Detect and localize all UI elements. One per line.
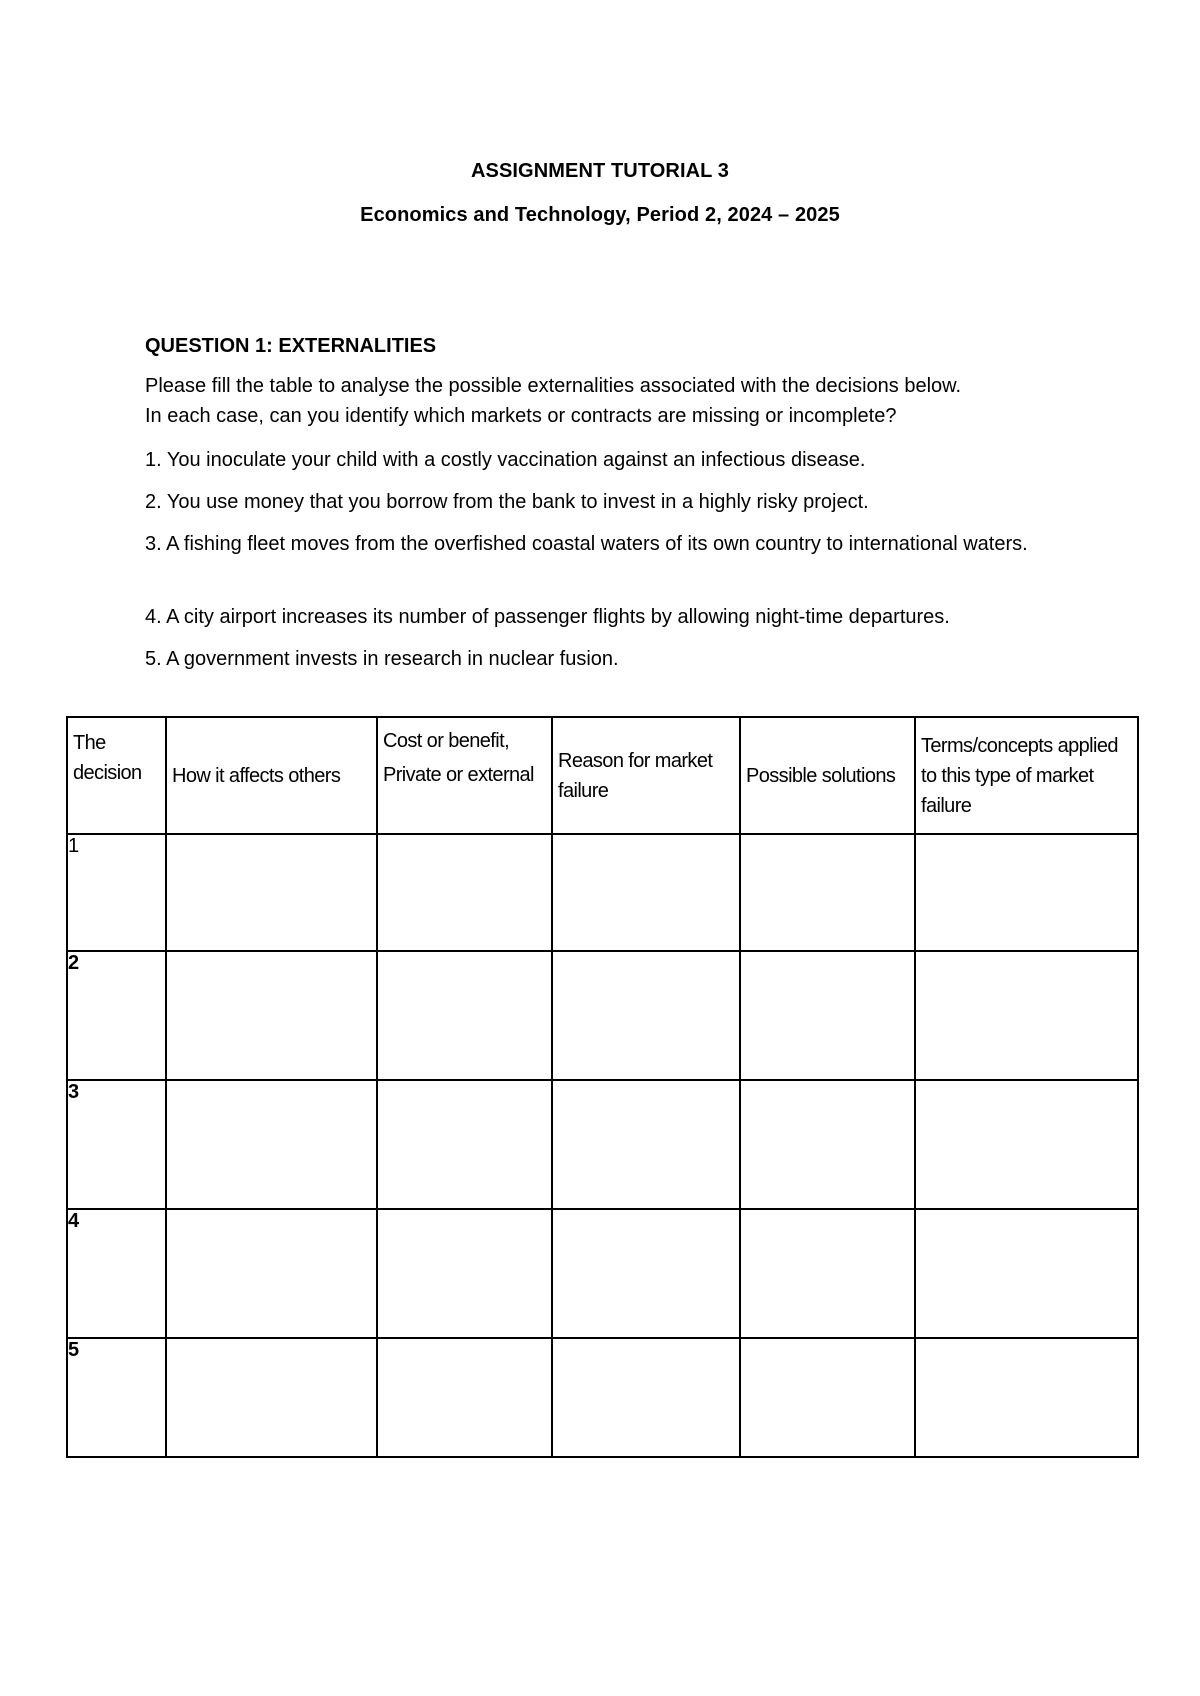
answer-cell[interactable] xyxy=(166,1080,377,1209)
row-number: 3 xyxy=(67,1080,166,1209)
answer-cell[interactable] xyxy=(377,1080,552,1209)
table-row xyxy=(67,834,1138,951)
answer-cell[interactable] xyxy=(740,1209,915,1338)
table-row xyxy=(67,1080,1138,1209)
decision-item-1: 1. You inoculate your child with a costly vaccination against an infectious disease. xyxy=(145,449,866,471)
answer-cell[interactable] xyxy=(915,834,1138,951)
document-subtitle: Economics and Technology, Period 2, 2024 – 2025 xyxy=(360,204,840,226)
decision-item-2: 2. You use money that you borrow from the bank to invest in a highly risky project. xyxy=(145,491,869,513)
header-solutions: Possible solutions xyxy=(740,717,915,834)
answer-cell[interactable] xyxy=(166,951,377,1080)
decision-item-3: 3. A fishing fleet moves from the overfished coastal waters of its own country to international waters. xyxy=(145,533,1028,555)
table-row xyxy=(67,1338,1138,1457)
answer-cell[interactable] xyxy=(740,1338,915,1457)
answer-cell[interactable] xyxy=(915,1338,1138,1457)
answer-cell[interactable] xyxy=(740,1080,915,1209)
decision-item-5: 5. A government invests in research in nuclear fusion. xyxy=(145,648,619,670)
decision-item-4: 4. A city airport increases its number of passenger flights by allowing night-time departures. xyxy=(145,606,950,628)
question-intro xyxy=(145,371,1085,431)
table-row xyxy=(67,951,1138,1080)
answer-cell[interactable] xyxy=(552,1080,740,1209)
answer-cell[interactable] xyxy=(377,951,552,1080)
header-reason: Reason for market failure xyxy=(552,717,740,834)
answer-cell[interactable] xyxy=(915,1080,1138,1209)
answer-cell[interactable] xyxy=(166,834,377,951)
table-header-row xyxy=(67,717,1138,834)
answer-cell[interactable] xyxy=(166,1338,377,1457)
header-affects-others: How it affects others xyxy=(166,717,377,834)
header-terms-concepts: Terms/concepts applied to this type of market failure xyxy=(915,717,1138,834)
header-cost-benefit-line1: Cost or benefit, xyxy=(383,730,510,752)
answer-cell[interactable] xyxy=(166,1209,377,1338)
row-number: 5 xyxy=(67,1338,166,1457)
table-row xyxy=(67,1209,1138,1338)
question-heading: QUESTION 1: EXTERNALITIES xyxy=(145,335,437,357)
externalities-table xyxy=(66,716,1139,1458)
answer-cell[interactable] xyxy=(552,1338,740,1457)
answer-cell[interactable] xyxy=(552,951,740,1080)
answer-cell[interactable] xyxy=(377,1338,552,1457)
intro-line-2: In each case, can you identify which markets or contracts are missing or incomplete? xyxy=(145,405,897,427)
header-decision: The decision xyxy=(67,717,166,834)
answer-cell[interactable] xyxy=(740,951,915,1080)
header-cost-benefit xyxy=(377,717,552,834)
answer-cell[interactable] xyxy=(377,1209,552,1338)
answer-cell[interactable] xyxy=(377,834,552,951)
header-cost-benefit-line2: Private or external xyxy=(383,764,534,786)
answer-cell[interactable] xyxy=(552,834,740,951)
answer-cell[interactable] xyxy=(552,1209,740,1338)
intro-line-1: Please fill the table to analyse the possible externalities associated with the decisions below. xyxy=(145,375,962,397)
row-number: 1 xyxy=(67,834,166,951)
answer-cell[interactable] xyxy=(740,834,915,951)
row-number: 2 xyxy=(67,951,166,1080)
document-title: ASSIGNMENT TUTORIAL 3 xyxy=(470,160,730,182)
answer-cell[interactable] xyxy=(915,1209,1138,1338)
answer-cell[interactable] xyxy=(915,951,1138,1080)
row-number: 4 xyxy=(67,1209,166,1338)
